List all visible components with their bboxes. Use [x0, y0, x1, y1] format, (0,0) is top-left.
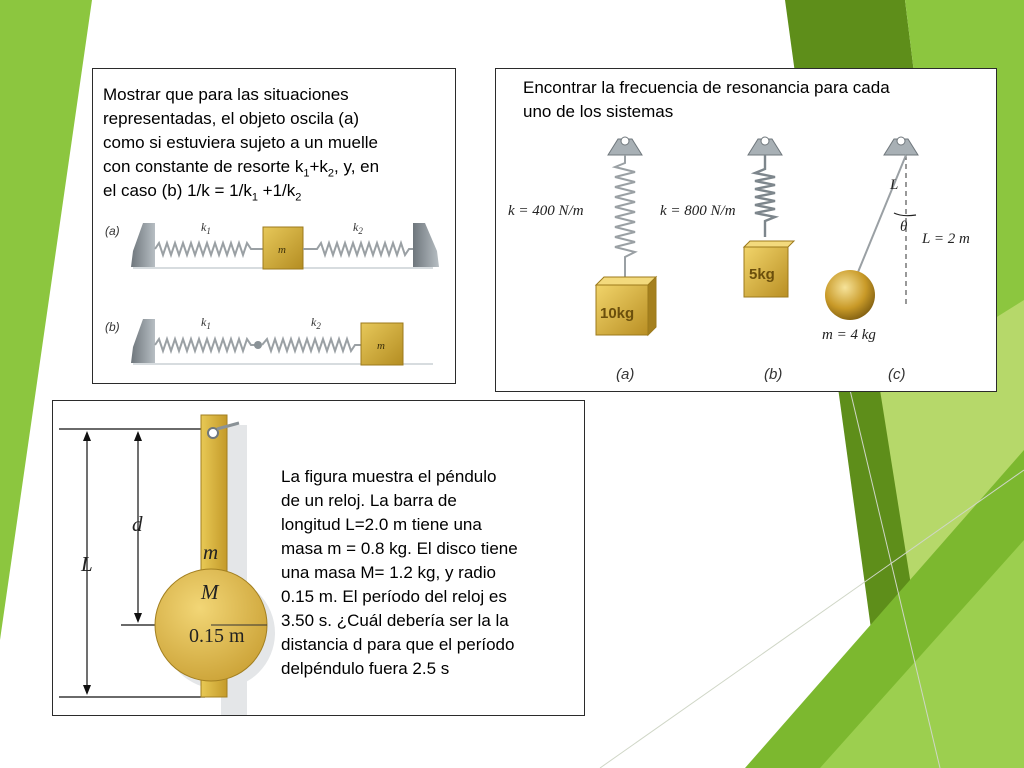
- box-b-top: [744, 241, 794, 247]
- text-line: masa m = 0.8 kg. El disco tiene: [281, 539, 518, 558]
- support-hook-c: [897, 137, 905, 145]
- panel-springs-series: [92, 68, 456, 384]
- caption-a: (a): [616, 366, 635, 383]
- box-b-label: 5kg: [749, 266, 775, 283]
- spring-b: [755, 155, 775, 237]
- spring-k1-a: [155, 243, 263, 255]
- caption-c: (c): [888, 366, 906, 383]
- text-line: como si estuviera sujeto a un muelle: [103, 133, 378, 152]
- k-label-b: k = 800 N/m: [660, 203, 736, 219]
- pendulum-L-label: L: [890, 177, 899, 193]
- k1-label-a: $k_1$: [201, 220, 211, 236]
- pendulum-string: [856, 155, 906, 277]
- text-line: La figura muestra el péndulo: [281, 467, 497, 486]
- text-line: longitud L=2.0 m tiene una: [281, 515, 482, 534]
- L-arrow-bottom: [83, 685, 91, 695]
- panel-clock-pendulum: [52, 400, 585, 716]
- box-a-top: [596, 277, 656, 285]
- label-b: (b): [105, 320, 120, 334]
- L-label: L: [81, 552, 93, 576]
- text-line: con constante de resorte $k_1+k_2$, y, en: [103, 157, 380, 180]
- spring-a: [615, 155, 635, 277]
- spring-k2-b: [262, 339, 361, 351]
- m-label: m: [203, 540, 219, 564]
- text-line: representadas, el objeto oscila (a): [103, 109, 360, 128]
- panel-clock-text: [281, 465, 581, 681]
- text-line: el caso (b) $1/k = 1/k_1 +1/k_2$: [103, 181, 302, 204]
- wall-left-b: [131, 319, 155, 363]
- text-line: 0.15 m. El período del reloj es: [281, 587, 507, 606]
- panel-springs-text: [103, 83, 453, 203]
- wall-right: [413, 223, 439, 267]
- theta-arc: [894, 213, 916, 216]
- text-line: Mostrar que para las situaciones: [103, 85, 349, 104]
- k2-label-b: $k_2$: [311, 315, 321, 331]
- L-value-label: L = 2 m: [922, 231, 970, 247]
- d-arrow-top: [134, 431, 142, 441]
- label-a: (a): [105, 224, 120, 238]
- resonance-figure: [504, 127, 988, 389]
- support-hook-a: [621, 137, 629, 145]
- text-line: delpéndulo fuera 2.5 s: [281, 659, 450, 678]
- pendulum-bob: [825, 270, 875, 320]
- d-arrow-bottom: [134, 613, 142, 623]
- L-arrow-top: [83, 431, 91, 441]
- M-label: M: [201, 580, 219, 604]
- text-line: uno de los sistemas: [523, 102, 674, 121]
- support-hook-b: [761, 137, 769, 145]
- wall-left: [131, 223, 155, 267]
- spring-figure-ab: [103, 211, 449, 371]
- spring-junction: [254, 341, 262, 349]
- k1-label-b: $k_1$: [201, 315, 211, 331]
- spring-k2-a: [303, 243, 413, 255]
- text-line: de un reloj. La barra de: [281, 491, 457, 510]
- box-a-label: 10kg: [600, 305, 635, 322]
- clock-pendulum-figure: [53, 401, 293, 716]
- text-line: 3.50 s. ¿Cuál debería ser la la: [281, 611, 509, 630]
- mass-label-b: m: [377, 340, 385, 352]
- box-a-side: [648, 277, 656, 335]
- m-value-label: m = 4 kg: [822, 327, 876, 343]
- mass-label-a: m: [278, 244, 286, 256]
- theta-label: θ: [900, 219, 908, 235]
- text-line: una masa M= 1.2 kg, y radio: [281, 563, 496, 582]
- panel-resonance: [495, 68, 997, 392]
- k-label-a: k = 400 N/m: [508, 203, 584, 219]
- text-line: Encontrar la frecuencia de resonancia para cada: [523, 78, 890, 97]
- radius-label: 0.15 m: [189, 625, 245, 647]
- panel-resonance-text: [523, 76, 993, 124]
- pivot-hole: [208, 428, 218, 438]
- text-line: distancia d para que el período: [281, 635, 515, 654]
- caption-b: (b): [764, 366, 783, 383]
- k2-label-a: $k_2$: [353, 220, 363, 236]
- spring-k1-b: [155, 339, 255, 351]
- d-label: d: [132, 512, 143, 536]
